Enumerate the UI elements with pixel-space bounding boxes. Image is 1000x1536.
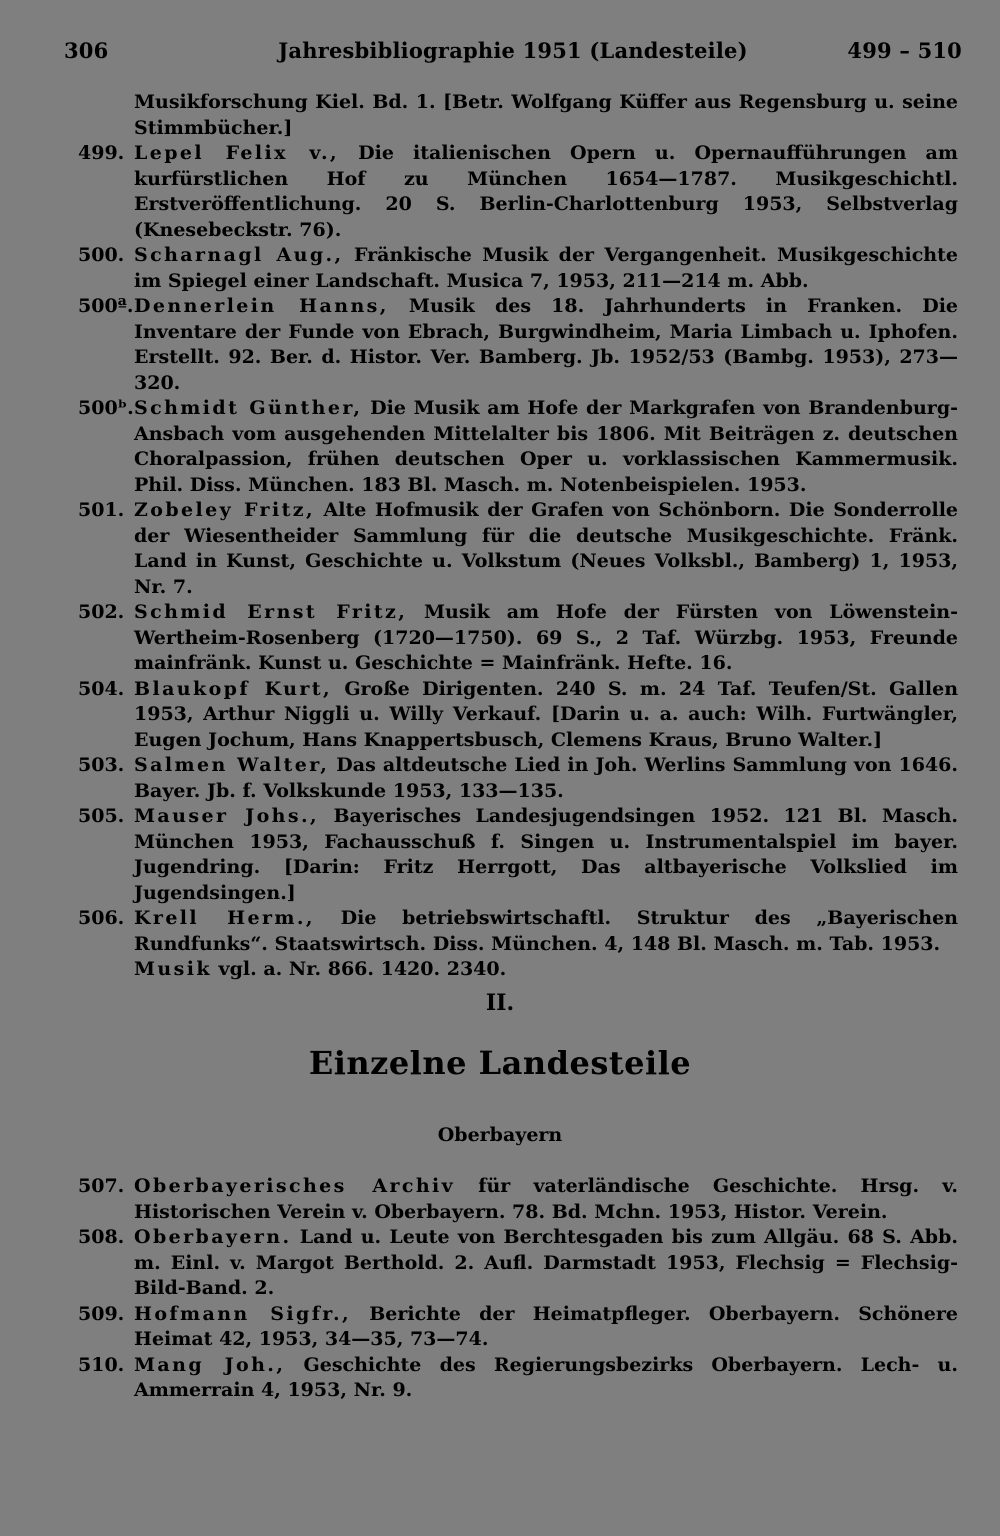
entry-number: 510. bbox=[78, 1353, 125, 1376]
bibliography-entry bbox=[78, 294, 958, 396]
entry-author: Mauser Johs., bbox=[134, 805, 320, 827]
bibliography-entry bbox=[78, 804, 958, 906]
continued-entry bbox=[78, 90, 958, 141]
entry-text: Alte Hofmusik der Grafen von Schönborn. Die Sonderrolle der Wiesentheider Sammlung für die deutsche Musikgeschichte. Fränk. Land in Kunst, Geschichte u. Volkstum (Neues Volksbl., Bamberg) 1, 1953, Nr. 7. bbox=[134, 499, 958, 598]
entry-text: für vaterländische Geschichte. Hrsg. v. Historischen Verein v. Oberbayern. 78. Bd. Mchn. 1953, Histor. Verein. bbox=[134, 1175, 958, 1223]
see-also-entry bbox=[78, 957, 958, 983]
section-title: Einzelne Landesteile bbox=[308, 1044, 692, 1082]
entry-author: Schmidt Günther, bbox=[134, 397, 363, 419]
bibliography-entry bbox=[78, 1302, 958, 1353]
see-also-term: Musik bbox=[134, 958, 212, 980]
entry-text: Musik des 18. Jahrhunderts in Franken. Die Inventare der Funde von Ebrach, Burgwindheim, Maria Limbach u. Iphofen. Erstellt. 92. Ber. d. Histor. Ver. Bamberg. Jb. 1952/53 (Bambg. 1953), 273—320. bbox=[134, 295, 958, 394]
entry-author: Oberbayerisches Archiv bbox=[134, 1175, 456, 1197]
entry-number: 501. bbox=[78, 499, 125, 521]
entry-number: 509. bbox=[78, 1302, 125, 1325]
entry-number: 507. bbox=[78, 1175, 125, 1197]
entry-text: Berichte der Heimatpfleger. Oberbayern. Schönere Heimat 42, 1953, 34—35, 73—74. bbox=[134, 1302, 958, 1350]
running-title: Jahresbibliographie 1951 (Landesteile) bbox=[278, 38, 748, 63]
bibliography-entry bbox=[78, 600, 958, 677]
bibliography-entry bbox=[78, 498, 958, 600]
see-also-text: vgl. a. Nr. 866. 1420. 2340. bbox=[211, 958, 507, 980]
bibliography-entry bbox=[78, 753, 958, 804]
entry-text: Land u. Leute von Berchtesgaden bis zum Allgäu. 68 S. Abb. m. Einl. v. Margot Berthold. 2. Aufl. Darmstadt 1953, Flechsig = Flechsig-Bild-Band. 2. bbox=[134, 1226, 958, 1299]
bibliography-entry bbox=[78, 906, 958, 957]
entry-author: Blaukopf Kurt, bbox=[134, 677, 332, 700]
entry-number: 506. bbox=[78, 907, 125, 929]
section-number: II. bbox=[485, 990, 515, 1016]
bibliography-entry bbox=[78, 1225, 958, 1302]
bibliography-entry bbox=[78, 396, 958, 498]
entry-text: Fränkische Musik der Vergangenheit. Musikgeschichte im Spiegel einer Landschaft. Musica 7, 1953, 211—214 m. Abb. bbox=[134, 244, 958, 292]
entry-number: 500ᵇ. bbox=[78, 397, 134, 419]
bibliography-entry bbox=[78, 141, 958, 243]
section-bibliography-list bbox=[78, 1174, 958, 1404]
subsection-title: Oberbayern bbox=[437, 1124, 563, 1146]
entry-number: 505. bbox=[78, 805, 125, 827]
entry-text: Die italienischen Opern u. Opernaufführungen am kurfürstlichen Hof zu München 1654—1787. Musikgeschichtl. Erstveröffentlichung. 20 S. Berlin-Charlottenburg 1953, Selbstverlag (Knesebeckstr. 76). bbox=[134, 142, 958, 241]
entry-number: 508. bbox=[78, 1226, 125, 1248]
entry-author: Mang Joh., bbox=[134, 1353, 286, 1376]
entry-author: Krell Herm., bbox=[134, 907, 315, 929]
entry-author: Zobeley Fritz, bbox=[134, 499, 315, 521]
entry-text: Das altdeutsche Lied in Joh. Werlins Sammlung von 1646. Bayer. Jb. f. Volkskunde 1953, 133—135. bbox=[134, 754, 958, 802]
running-header bbox=[64, 38, 962, 74]
bibliography-entry bbox=[78, 1353, 958, 1404]
entry-number: 503. bbox=[78, 754, 125, 776]
bibliography-entry bbox=[78, 677, 958, 754]
entry-text: Die betriebswirtschaftl. Struktur des „Bayerischen Rundfunks“. Staatswirtsch. Diss. München. 4, 148 Bl. Masch. m. Tab. 1953. bbox=[134, 907, 958, 955]
entry-number: 504. bbox=[78, 677, 125, 700]
entry-author: Hofmann Sigfr., bbox=[134, 1302, 351, 1325]
entry-author: Salmen Walter, bbox=[134, 754, 330, 776]
entry-text: Musik am Hofe der Fürsten von Löwenstein-Wertheim-Rosenberg (1720—1750). 69 S., 2 Taf. Würzbg. 1953, Freunde mainfränk. Kunst u. Geschichte = Mainfränk. Hefte. 16. bbox=[134, 601, 958, 674]
bibliography-entry bbox=[78, 1174, 958, 1225]
entry-text: Geschichte des Regierungsbezirks Oberbayern. Lech- u. Ammerrain 4, 1953, Nr. 9. bbox=[134, 1353, 958, 1401]
entry-text: Musikforschung Kiel. Bd. 1. [Betr. Wolfgang Küffer aus Regensburg u. seine Stimmbücher.] bbox=[134, 91, 958, 139]
entry-number: 500. bbox=[78, 244, 125, 266]
entry-author: Lepel Felix v., bbox=[134, 142, 339, 164]
entry-text: Bayerisches Landesjugendsingen 1952. 121 Bl. Masch. München 1953, Fachausschuß f. Singen u. Instrumentalspiel im bayer. Jugendring. [Darin: Fritz Herrgott, Das altbayerische Volkslied im Jugendsingen.] bbox=[134, 805, 959, 904]
bibliography-list bbox=[78, 90, 958, 983]
entry-author: Dennerlein Hanns, bbox=[134, 295, 389, 317]
entry-author: Scharnagl Aug., bbox=[134, 244, 344, 266]
entry-text: Die Musik am Hofe der Markgrafen von Brandenburg-Ansbach vom ausgehenden Mittelalter bis 1806. Mit Beiträgen z. deutschen Choralpassion, frühen deutschen Oper u. vorklassischen Kammermusik. Phil. Diss. München. 183 Bl. Masch. m. Notenbeispielen. 1953. bbox=[134, 397, 958, 496]
entry-number: 500ª. bbox=[78, 295, 134, 317]
bibliography-entry bbox=[78, 243, 958, 294]
entry-number: 499. bbox=[78, 142, 125, 164]
entry-range: 499 – 510 bbox=[847, 38, 962, 63]
page-number: 306 bbox=[64, 38, 109, 63]
entry-author: Oberbayern. bbox=[134, 1226, 292, 1248]
entry-author: Schmid Ernst Fritz, bbox=[134, 601, 408, 623]
entry-number: 502. bbox=[78, 601, 125, 623]
entry-text: Große Dirigenten. 240 S. m. 24 Taf. Teufen/St. Gallen 1953, Arthur Niggli u. Willy Verkauf. [Darin u. a. auch: Wilh. Furtwängler, Eugen Jochum, Hans Knappertsbusch, Clemens Kraus, Bruno Walter.] bbox=[134, 677, 959, 751]
